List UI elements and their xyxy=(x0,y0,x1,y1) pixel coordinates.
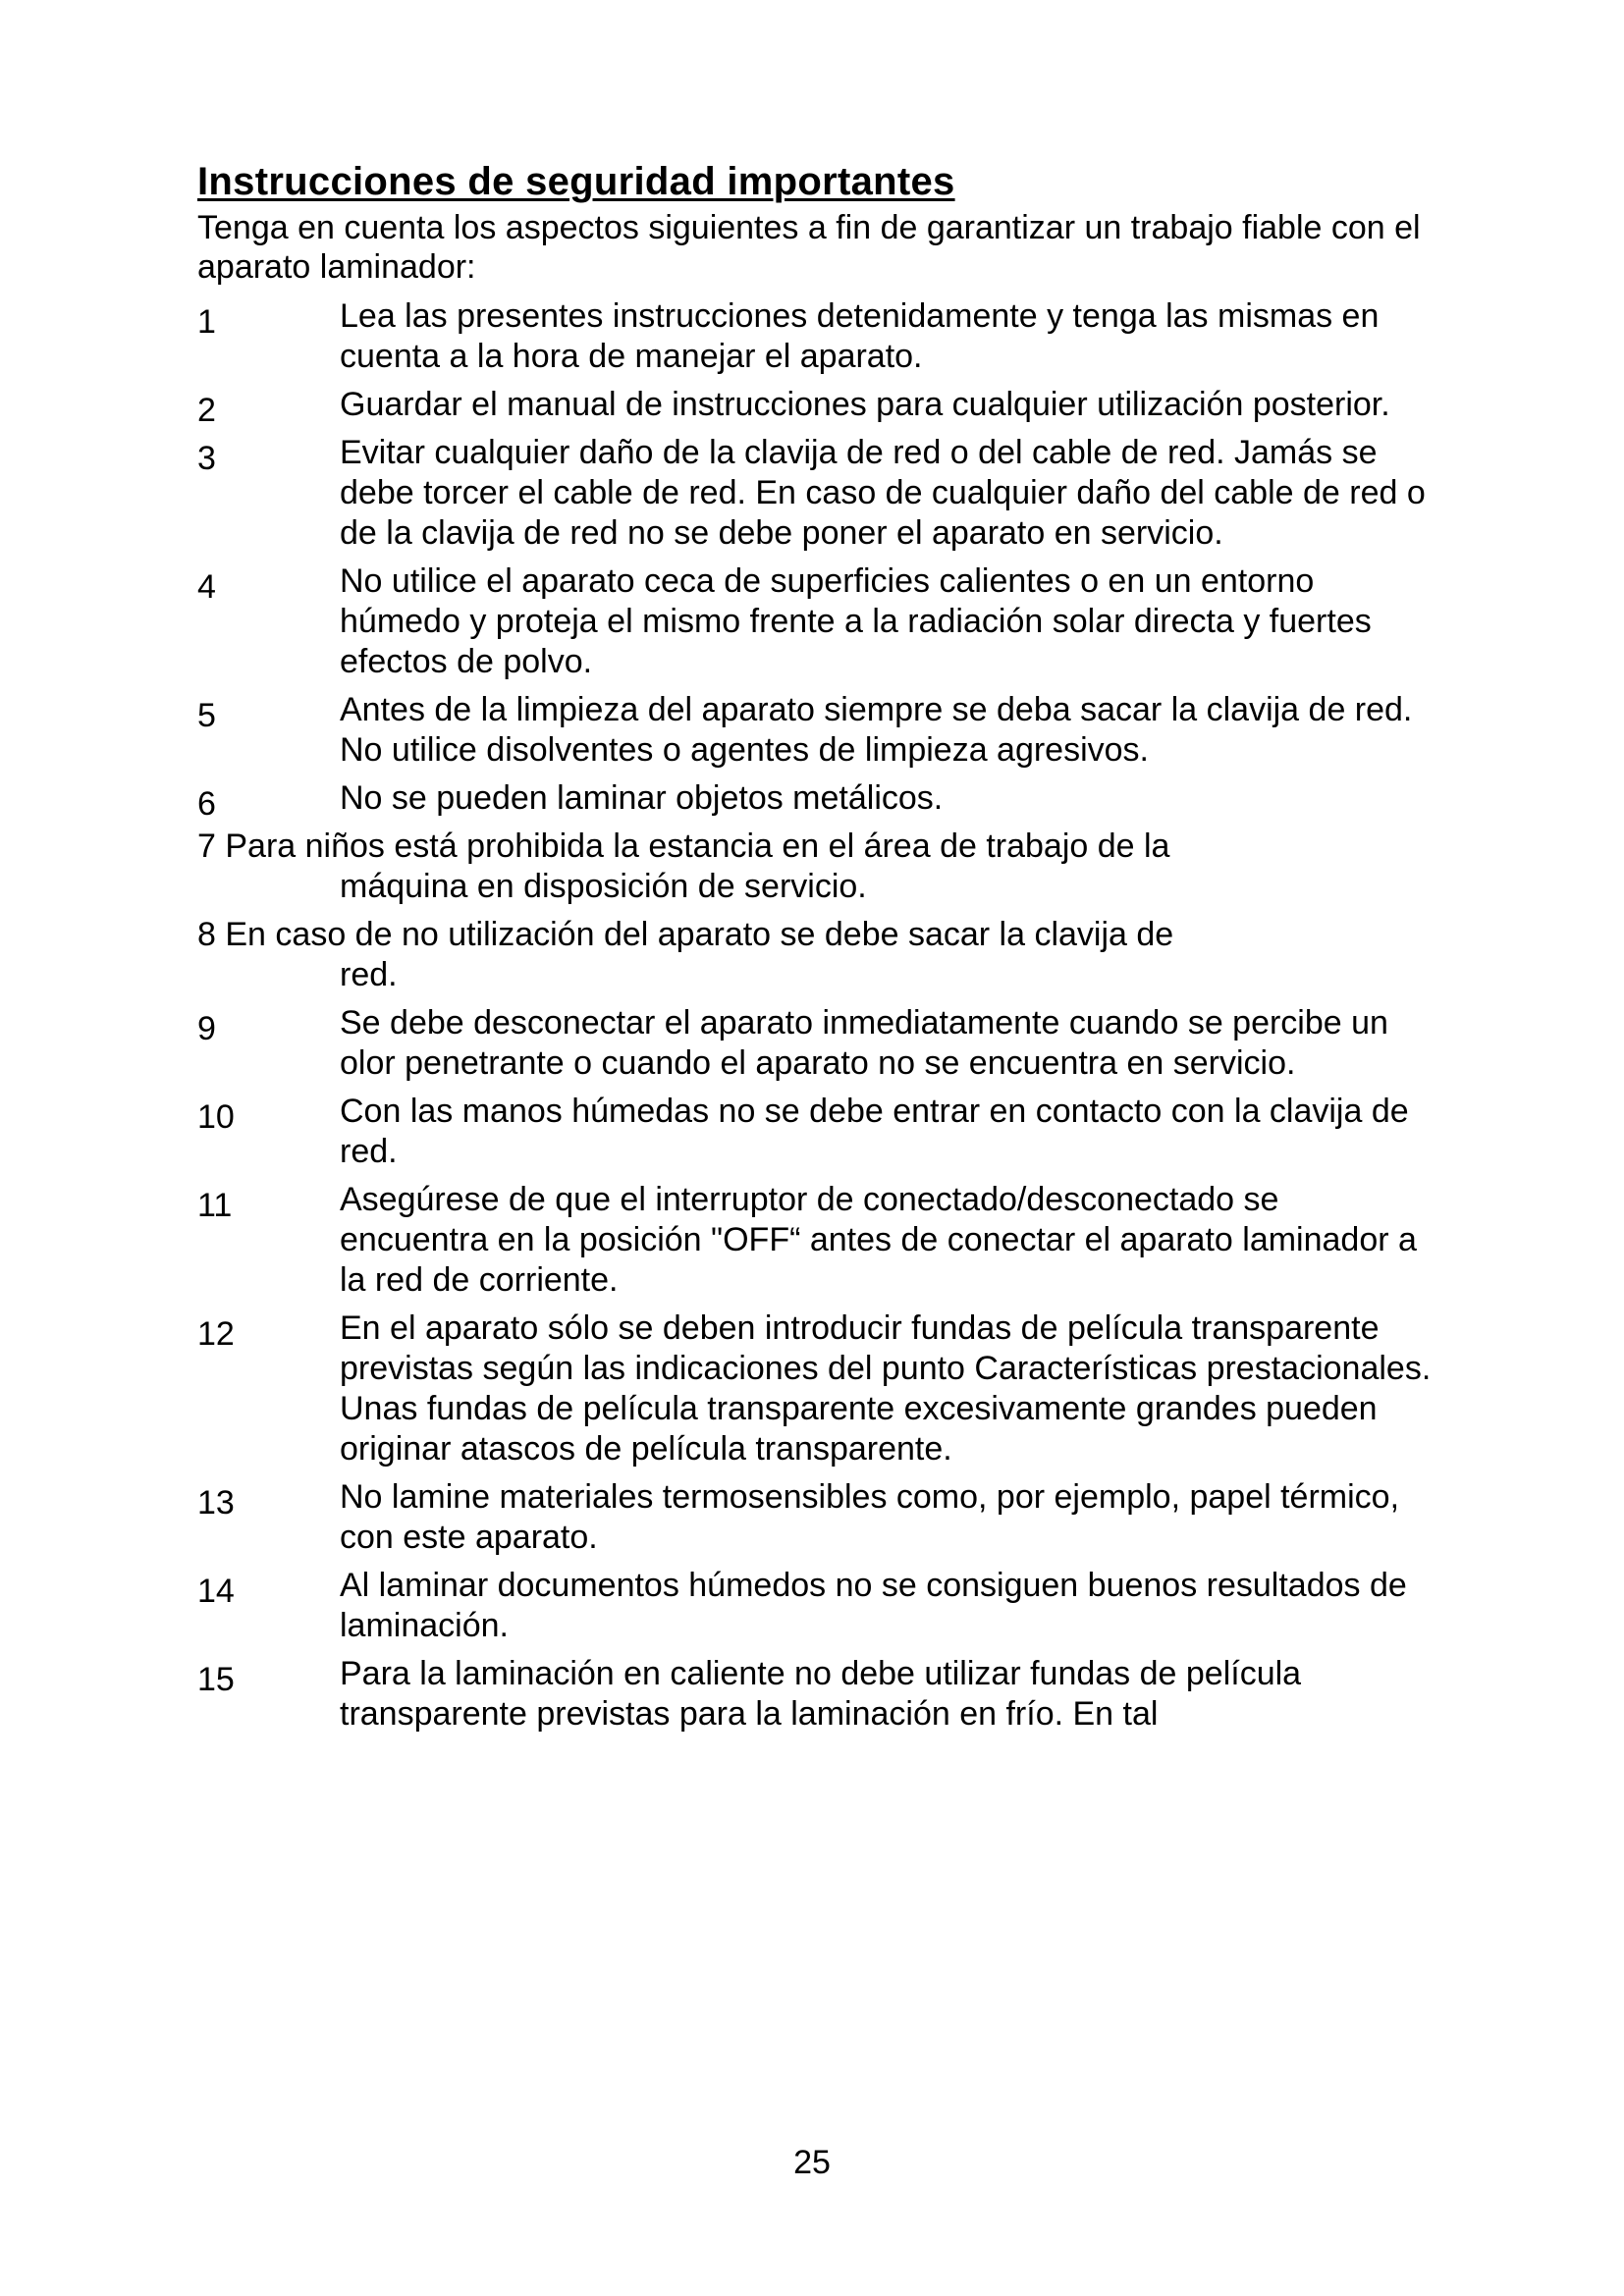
item-text: No se pueden laminar objetos metálicos. xyxy=(340,779,944,817)
item-number: 8 xyxy=(197,916,216,953)
item-text: Para la laminación en caliente no debe utilizar fundas de película transparente previstas para la laminación en frío. En tal xyxy=(340,1655,1302,1733)
item-text: Se debe desconectar el aparato inmediatamente cuando se percibe un olor penetrante o cuando el aparato no se encuentra en servicio. xyxy=(340,1004,1388,1082)
list-item xyxy=(197,1308,1435,1469)
item-number: 11 xyxy=(197,1187,233,1224)
item-number: 1 xyxy=(197,303,216,341)
page-number: 25 xyxy=(793,2144,831,2181)
item-text: Al laminar documentos húmedos no se consiguen buenos resultados de laminación. xyxy=(340,1567,1407,1644)
item-text: Lea las presentes instrucciones detenidamente y tenga las mismas en cuenta a la hora de manejar el aparato. xyxy=(340,297,1380,375)
item-text: Antes de la limpieza del aparato siempre se deba sacar la clavija de red. No utilice disolventes o agentes de limpieza agresivos. xyxy=(340,691,1413,769)
list-item xyxy=(197,1654,1435,1735)
list-item xyxy=(197,433,1435,554)
list-item xyxy=(197,1477,1435,1558)
item-number: 14 xyxy=(197,1573,235,1610)
item-number: 13 xyxy=(197,1484,235,1522)
list-item xyxy=(197,385,1435,429)
item-number: 6 xyxy=(197,785,216,823)
item-text: Con las manos húmedas no se debe entrar en contacto con la clavija de red. xyxy=(340,1093,1409,1170)
item-text: En el aparato sólo se deben introducir fundas de película transparente previstas según las indicaciones del punto Características prestacionales. Unas fundas de película transparente excesivamente grandes pueden originar atascos de película transparente. xyxy=(340,1309,1432,1468)
list-item xyxy=(197,296,1435,377)
intro-paragraph: Tenga en cuenta los aspectos siguientes a fin de garantizar un trabajo fiable con el aparato laminador: xyxy=(197,209,1421,286)
item-continuation: red. xyxy=(340,956,398,993)
item-text: Evitar cualquier daño de la clavija de red o del cable de red. Jamás se debe torcer el cable de red. En caso de cualquier daño del cable de red o de la clavija de red no se debe poner el aparato en servicio. xyxy=(340,434,1426,552)
item-number: 12 xyxy=(197,1315,235,1353)
item-text: No lamine materiales termosensibles como, por ejemplo, papel térmico, con este aparato. xyxy=(340,1478,1400,1556)
list-item xyxy=(197,1092,1435,1172)
item-number: 3 xyxy=(197,440,216,477)
list-item xyxy=(197,561,1435,682)
list-item xyxy=(197,1003,1435,1084)
list-item xyxy=(197,915,1435,995)
document-body xyxy=(197,157,1435,1742)
list-item xyxy=(197,1180,1435,1301)
page-title: Instrucciones de seguridad importantes xyxy=(197,160,955,203)
item-text: Guardar el manual de instrucciones para cualquier utilización posterior. xyxy=(340,386,1390,423)
item-first-line xyxy=(197,827,1435,867)
list-item xyxy=(197,827,1435,907)
item-number: 7 xyxy=(197,828,216,865)
list-item xyxy=(197,778,1435,823)
list-item xyxy=(197,1566,1435,1646)
item-text: En caso de no utilización del aparato se debe sacar la clavija de xyxy=(225,916,1174,953)
safety-list xyxy=(197,296,1435,1735)
item-number: 4 xyxy=(197,568,216,606)
item-number: 15 xyxy=(197,1661,235,1698)
item-first-line xyxy=(197,915,1435,955)
item-number: 9 xyxy=(197,1010,216,1047)
item-text: Asegúrese de que el interruptor de conectado/desconectado se encuentra en la posición "OFF“ antes de conectar el aparato laminador a la red de corriente. xyxy=(340,1181,1417,1299)
item-number: 10 xyxy=(197,1098,235,1136)
item-number: 5 xyxy=(197,697,216,734)
list-item xyxy=(197,690,1435,771)
item-text: Para niños está prohibida la estancia en el área de trabajo de la xyxy=(225,828,1170,865)
item-continuation: máquina en disposición de servicio. xyxy=(340,868,867,905)
item-number: 2 xyxy=(197,392,216,429)
item-text: No utilice el aparato ceca de superficies calientes o en un entorno húmedo y proteja el mismo frente a la radiación solar directa y fuertes efectos de polvo. xyxy=(340,562,1372,680)
